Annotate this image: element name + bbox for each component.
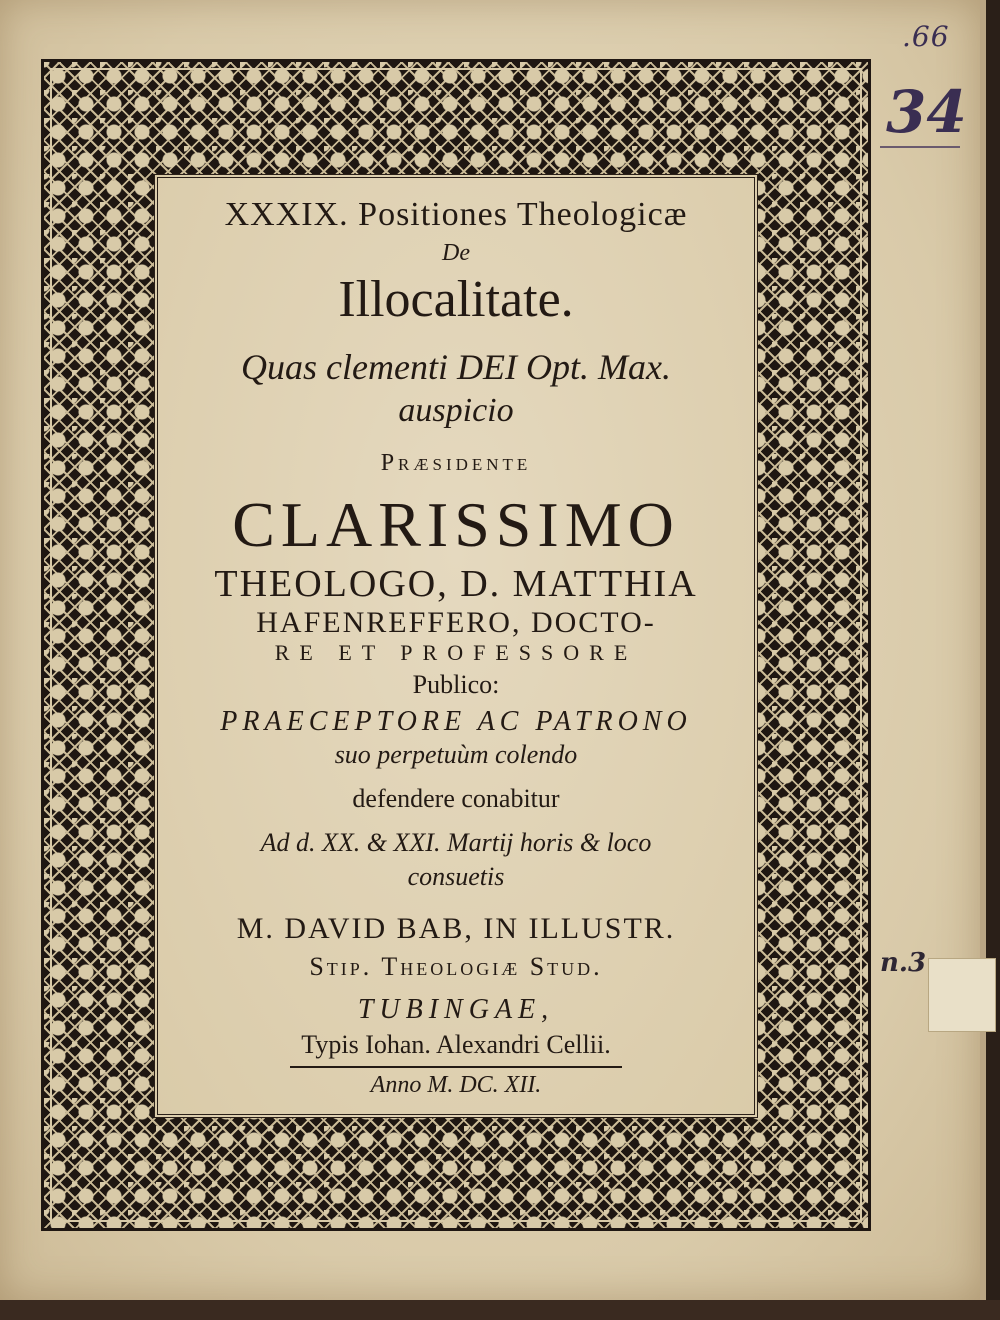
- title-line-11: Publico:: [412, 670, 500, 699]
- title-line-4: Quas clementi DEI Opt. Max.: [241, 347, 671, 387]
- handwritten-underline: [880, 146, 960, 148]
- title-line-2: De: [442, 240, 470, 266]
- title-line-9: HAFENREFFERO, DOCTO-: [256, 606, 656, 639]
- paper-tab: [928, 958, 996, 1032]
- title-line-1: XXXIX. Positiones Theologicæ: [224, 196, 688, 233]
- title-line-14: defendere conabitur: [352, 784, 560, 813]
- handwritten-top-note: .66: [902, 20, 950, 53]
- title-line-8: THEOLOGO, D. MATTHIA: [214, 563, 698, 605]
- title-line-12: PRAECEPTORE AC PATRONO: [220, 706, 692, 737]
- title-block: [154, 174, 758, 1118]
- title-line-5: auspicio: [398, 392, 514, 429]
- author-line: M. DAVID BAB, IN ILLUSTR.: [236, 912, 676, 945]
- title-line-7: CLARISSIMO: [232, 489, 680, 560]
- handwritten-page-number: 34: [886, 78, 967, 146]
- title-line-10: RE ET PROFESSORE: [274, 640, 638, 665]
- handwritten-side-note: n.3: [880, 948, 927, 978]
- imprint-rule: [290, 1066, 622, 1068]
- imprint-printer: Typis Iohan. Alexandri Cellii.: [301, 1030, 611, 1059]
- imprint-place: TUBINGAE,: [357, 994, 555, 1025]
- main-title: Illocalitate.: [338, 271, 574, 328]
- title-line-16: consuetis: [407, 862, 505, 891]
- title-line-6: Præsidente: [380, 450, 532, 476]
- author-affiliation: Stip. Theologiæ Stud.: [309, 952, 603, 981]
- title-line-15: Ad d. XX. & XXI. Martij horis & loco: [260, 828, 652, 857]
- binding-edge: [0, 1300, 1000, 1320]
- title-line-13: suo perpetuùm colendo: [334, 740, 578, 769]
- imprint-year: Anno M. DC. XII.: [370, 1072, 542, 1098]
